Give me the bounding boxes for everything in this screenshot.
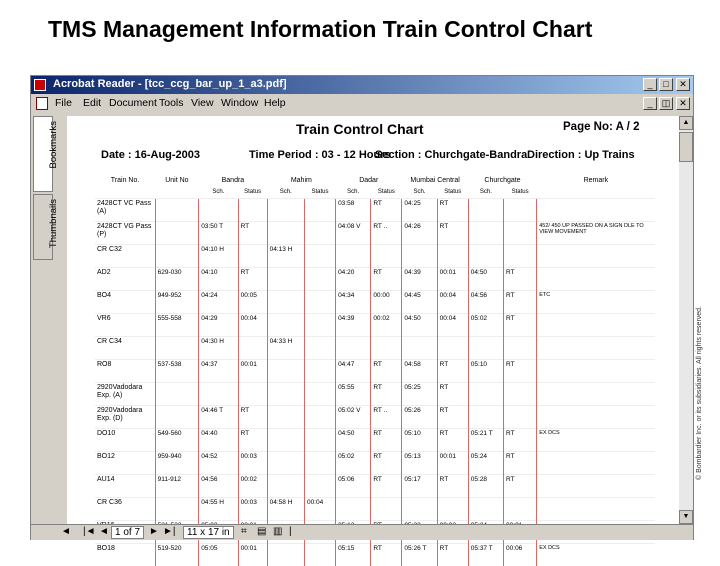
schedule-cell — [468, 405, 503, 428]
table-row — [95, 290, 655, 313]
subheader-blank — [95, 188, 155, 198]
schedule-cell: 04:46 T — [199, 405, 238, 428]
table-row — [95, 244, 655, 267]
remark-cell: ETC — [537, 290, 655, 313]
schedule-cell — [267, 474, 304, 497]
schedule-cell: 05:26 T — [402, 543, 437, 566]
scroll-up-arrow-icon[interactable]: ▲ — [679, 116, 693, 130]
schedule-cell — [267, 267, 304, 290]
status-cell: 00:01 — [437, 267, 468, 290]
menu-bar — [31, 95, 693, 112]
schedule-cell: 04:08 V — [336, 221, 371, 244]
layout-continuous-icon[interactable]: ▤ — [257, 526, 267, 537]
layout-facing-icon[interactable]: ▥ — [273, 526, 283, 537]
table-row — [95, 451, 655, 474]
schedule-cell: 04:50 — [468, 267, 503, 290]
status-cell: RT — [238, 428, 267, 451]
schedule-cell — [267, 382, 304, 405]
menu-tools[interactable]: Tools — [159, 97, 184, 109]
schedule-cell: 05:17 — [402, 474, 437, 497]
schedule-cell — [468, 244, 503, 267]
status-cell: RT — [504, 290, 537, 313]
split-handle-icon[interactable]: | — [289, 526, 292, 537]
schedule-cell: 04:34 — [336, 290, 371, 313]
next-page-icon[interactable]: ► — [149, 526, 159, 537]
menu-edit[interactable]: Edit — [83, 97, 102, 109]
schedule-cell — [468, 336, 503, 359]
train-no-cell: BO12 — [95, 451, 155, 474]
status-cell: RT .. — [371, 221, 402, 244]
status-cell — [304, 451, 335, 474]
remark-cell — [537, 497, 655, 520]
acrobat-window — [30, 75, 694, 552]
window-titlebar[interactable] — [31, 76, 693, 94]
subheader-sch: Sch. — [279, 189, 292, 195]
status-cell — [504, 198, 537, 221]
schedule-cell: 04:55 H — [199, 497, 238, 520]
unit-no-cell — [155, 221, 199, 244]
unit-no-cell: 519-520 — [155, 543, 199, 566]
train-no-cell: 2920Vadodara Exp. (A) — [95, 382, 155, 405]
schedule-cell: 05:26 — [402, 405, 437, 428]
schedule-cell: 04:58 H — [267, 497, 304, 520]
schedule-cell: 05:06 — [336, 474, 371, 497]
status-cell — [304, 474, 335, 497]
status-cell — [238, 244, 267, 267]
status-cell — [437, 497, 468, 520]
schedule-cell: 04:47 — [336, 359, 371, 382]
unit-no-cell: 949-952 — [155, 290, 199, 313]
schedule-cell: 04:29 — [199, 313, 238, 336]
schedule-cell: 04:40 — [199, 428, 238, 451]
train-no-cell: DO10 — [95, 428, 155, 451]
unit-no-cell: 629-030 — [155, 267, 199, 290]
document-icon[interactable] — [36, 97, 48, 110]
schedule-cell: 05:25 — [402, 382, 437, 405]
status-cell — [304, 313, 335, 336]
status-cell: 00:02 — [238, 474, 267, 497]
train-no-cell: RO8 — [95, 359, 155, 382]
subheader-blank — [537, 188, 655, 198]
doc-section: Section : Churchgate-Bandra — [375, 149, 528, 161]
schedule-cell: 03:50 T — [199, 221, 238, 244]
train-no-cell: 2920Vadodara Exp. (D) — [95, 405, 155, 428]
schedule-cell: 04:52 — [199, 451, 238, 474]
table-subheader-row — [95, 188, 655, 198]
status-cell — [504, 244, 537, 267]
status-cell — [371, 336, 402, 359]
schedule-cell: 04:45 — [402, 290, 437, 313]
status-cell: RT — [437, 382, 468, 405]
unit-no-cell — [155, 382, 199, 405]
schedule-cell: 05:55 — [336, 382, 371, 405]
schedule-cell — [267, 221, 304, 244]
unit-no-cell — [155, 497, 199, 520]
menu-view[interactable]: View — [191, 97, 214, 109]
status-cell: 00:04 — [304, 497, 335, 520]
status-cell: RT .. — [371, 405, 402, 428]
doc-date: Date : 16-Aug-2003 — [101, 149, 201, 161]
schedule-cell: 05:05 — [199, 543, 238, 566]
status-cell — [504, 405, 537, 428]
scroll-left-icon[interactable]: ◄ — [61, 526, 71, 537]
remark-cell: 452/ 450 UP PASSED ON A SIGN DLE TO VIEW MOVEMENT — [537, 221, 655, 244]
table-header-row — [95, 176, 655, 188]
unit-no-cell: 537-538 — [155, 359, 199, 382]
table-row — [95, 221, 655, 244]
schedule-cell: 04:39 — [402, 267, 437, 290]
subheader-sch: Sch. — [479, 189, 492, 195]
status-cell: 00:02 — [371, 313, 402, 336]
status-cell: RT — [504, 267, 537, 290]
schedule-cell — [336, 497, 371, 520]
status-cell: RT — [437, 359, 468, 382]
status-cell: 00:03 — [238, 497, 267, 520]
header-remark: Remark — [583, 177, 609, 184]
menu-window[interactable]: Window — [221, 97, 259, 109]
table-row — [95, 382, 655, 405]
status-cell: RT — [238, 405, 267, 428]
remark-cell: EX DCS — [537, 543, 655, 566]
schedule-cell: 05:02 — [468, 313, 503, 336]
doc-minimize-button[interactable]: _ — [643, 97, 657, 110]
status-cell — [504, 336, 537, 359]
status-cell — [504, 382, 537, 405]
first-page-icon[interactable]: |◄ — [83, 526, 96, 537]
header-bandra: Bandra — [221, 177, 245, 184]
status-cell: RT — [504, 359, 537, 382]
subheader-status: Status — [444, 189, 462, 195]
status-cell: RT — [371, 428, 402, 451]
subheader-sch: Sch. — [413, 189, 426, 195]
table-row — [95, 313, 655, 336]
status-cell: RT — [437, 428, 468, 451]
status-cell: RT — [504, 451, 537, 474]
schedule-cell — [267, 428, 304, 451]
schedule-cell: 05:21 T — [468, 428, 503, 451]
table-row — [95, 497, 655, 520]
header-churchgate: Churchgate — [484, 177, 521, 184]
schedule-cell: 05:10 — [402, 428, 437, 451]
schedule-cell: 04:10 — [199, 267, 238, 290]
subheader-sch: Sch. — [212, 189, 225, 195]
table-row — [95, 428, 655, 451]
train-no-cell: VR6 — [95, 313, 155, 336]
doc-direction: Direction : Up Trains — [527, 149, 635, 161]
schedule-cell: 04:58 — [402, 359, 437, 382]
navigation-pane-tabs — [33, 116, 59, 256]
vertical-scrollbar[interactable] — [679, 116, 693, 524]
remark-cell — [537, 244, 655, 267]
schedule-cell: 04:13 H — [267, 244, 304, 267]
layout-single-icon[interactable]: ⌗ — [241, 526, 247, 537]
remark-cell — [537, 474, 655, 497]
schedule-cell: 05:24 — [468, 451, 503, 474]
train-no-cell: BO18 — [95, 543, 155, 566]
status-cell — [304, 543, 335, 566]
remark-cell — [537, 359, 655, 382]
status-cell — [304, 336, 335, 359]
schedule-cell — [199, 198, 238, 221]
schedule-cell — [267, 313, 304, 336]
train-no-cell: BO4 — [95, 290, 155, 313]
close-button[interactable]: ✕ — [676, 78, 690, 91]
remark-cell: EX DCS — [537, 428, 655, 451]
subheader-blank — [155, 188, 199, 198]
status-cell — [437, 244, 468, 267]
schedule-cell: 05:15 — [336, 543, 371, 566]
subheader-status: Status — [244, 189, 262, 195]
unit-no-cell: 555-558 — [155, 313, 199, 336]
status-cell — [238, 336, 267, 359]
status-cell: RT — [371, 267, 402, 290]
schedule-cell: 03:58 — [336, 198, 371, 221]
last-page-icon[interactable]: ►| — [163, 526, 176, 537]
schedule-cell: 04:26 — [402, 221, 437, 244]
status-cell: RT — [371, 382, 402, 405]
schedule-cell: 04:24 — [199, 290, 238, 313]
status-cell: RT — [437, 405, 468, 428]
scroll-thumb[interactable] — [679, 132, 693, 162]
schedule-cell: 05:02 — [336, 451, 371, 474]
schedule-cell: 05:10 — [468, 359, 503, 382]
unit-no-cell: 959-940 — [155, 451, 199, 474]
table-row — [95, 359, 655, 382]
train-no-cell: CR C36 — [95, 497, 155, 520]
unit-no-cell — [155, 198, 199, 221]
doc-title: Train Control Chart — [296, 121, 424, 137]
schedule-cell — [267, 359, 304, 382]
schedule-cell — [336, 336, 371, 359]
header-mahim: Mahim — [290, 177, 312, 184]
status-cell: RT — [371, 359, 402, 382]
table-row — [95, 336, 655, 359]
remark-cell — [537, 198, 655, 221]
header-unit-no: Unit No — [165, 177, 189, 184]
schedule-cell — [402, 336, 437, 359]
unit-no-cell: 911-912 — [155, 474, 199, 497]
schedule-cell: 05:02 V — [336, 405, 371, 428]
status-cell — [304, 267, 335, 290]
header-train-no: Train No. — [110, 177, 140, 184]
table-body — [95, 198, 655, 566]
page-size-display: 11 x 17 in — [183, 526, 234, 539]
status-cell — [371, 497, 402, 520]
subheader-status: Status — [511, 189, 529, 195]
schedule-cell — [267, 405, 304, 428]
tab-thumbnails-label: Thumbnails — [48, 199, 59, 249]
status-cell: 00:01 — [437, 451, 468, 474]
status-cell: RT — [238, 267, 267, 290]
status-cell: RT — [371, 474, 402, 497]
schedule-cell: 05:37 T — [468, 543, 503, 566]
maximize-button[interactable]: □ — [659, 78, 673, 91]
remark-cell — [537, 405, 655, 428]
status-cell: RT — [437, 543, 468, 566]
subheader-status: Status — [311, 189, 329, 195]
train-no-cell: 2428CT VC Pass (A) — [95, 198, 155, 221]
status-cell — [504, 497, 537, 520]
schedule-cell: 04:50 — [402, 313, 437, 336]
schedule-cell — [336, 244, 371, 267]
prev-page-icon[interactable]: ◄ — [99, 526, 109, 537]
table-row — [95, 405, 655, 428]
status-cell — [504, 221, 537, 244]
schedule-cell — [267, 451, 304, 474]
doc-restore-button[interactable]: ◫ — [659, 97, 673, 110]
subheader-status: Status — [377, 189, 395, 195]
train-no-cell: CR C34 — [95, 336, 155, 359]
schedule-cell: 04:20 — [336, 267, 371, 290]
train-no-cell: 2428CT VG Pass (P) — [95, 221, 155, 244]
train-no-cell: AD2 — [95, 267, 155, 290]
status-cell — [238, 382, 267, 405]
table-row — [95, 474, 655, 497]
schedule-cell: 04:25 — [402, 198, 437, 221]
train-no-cell: AU14 — [95, 474, 155, 497]
schedule-cell: 04:50 — [336, 428, 371, 451]
schedule-cell: 04:37 — [199, 359, 238, 382]
schedule-cell: 04:30 H — [199, 336, 238, 359]
subheader-sch: Sch. — [347, 189, 360, 195]
status-cell: 00:00 — [371, 290, 402, 313]
acrobat-app-icon — [34, 79, 46, 91]
header-mumbai-central: Mumbai Central — [410, 177, 460, 184]
status-cell: 00:01 — [238, 543, 267, 566]
unit-no-cell: 549-560 — [155, 428, 199, 451]
header-dadar: Dadar — [359, 177, 379, 184]
doc-page-no: Page No: A / 2 — [563, 121, 640, 133]
doc-time-period: Time Period : 03 - 12 Hours — [249, 149, 391, 161]
table-row — [95, 198, 655, 221]
schedule-cell — [468, 382, 503, 405]
table-row — [95, 267, 655, 290]
status-cell — [304, 428, 335, 451]
status-cell: RT — [371, 451, 402, 474]
status-cell — [304, 198, 335, 221]
tab-bookmarks-label: Bookmarks — [48, 121, 59, 169]
status-cell: RT — [504, 313, 537, 336]
copyright-notice: © Bombardier Inc. or its subsidiaries. All rights reserved. — [696, 305, 703, 480]
minimize-button[interactable]: _ — [643, 78, 657, 91]
status-cell: 00:05 — [238, 290, 267, 313]
status-cell: RT — [504, 474, 537, 497]
status-cell: 00:04 — [437, 290, 468, 313]
schedule-cell: 04:56 — [199, 474, 238, 497]
schedule-cell — [468, 497, 503, 520]
schedule-cell: 04:10 H — [199, 244, 238, 267]
status-cell — [238, 198, 267, 221]
schedule-cell: 04:56 — [468, 290, 503, 313]
schedule-cell — [468, 221, 503, 244]
slide-title: TMS Management Information Train Control Chart — [48, 16, 593, 42]
page-number-field[interactable]: 1 of 7 — [111, 526, 144, 539]
schedule-cell: 04:33 H — [267, 336, 304, 359]
remark-cell — [537, 267, 655, 290]
status-cell — [437, 336, 468, 359]
status-cell: RT — [437, 474, 468, 497]
train-control-table — [95, 176, 655, 566]
status-cell — [371, 244, 402, 267]
status-cell: RT — [437, 198, 468, 221]
status-cell — [304, 405, 335, 428]
remark-cell — [537, 336, 655, 359]
unit-no-cell — [155, 244, 199, 267]
schedule-cell: 05:28 — [468, 474, 503, 497]
schedule-cell — [267, 543, 304, 566]
status-cell: 00:04 — [437, 313, 468, 336]
status-cell: 00:03 — [238, 451, 267, 474]
tab-thumbnails[interactable] — [33, 194, 59, 260]
train-no-cell: CR C32 — [95, 244, 155, 267]
status-cell — [304, 359, 335, 382]
status-cell — [304, 221, 335, 244]
menu-document[interactable]: Document — [109, 97, 157, 109]
tab-bookmarks[interactable] — [33, 116, 59, 192]
remark-cell — [537, 313, 655, 336]
schedule-cell: 05:13 — [402, 451, 437, 474]
schedule-cell — [402, 244, 437, 267]
status-cell — [304, 382, 335, 405]
window-title: Acrobat Reader - [tcc_ccg_bar_up_1_a3.pdf] — [53, 78, 287, 90]
status-cell: RT — [504, 428, 537, 451]
status-cell: RT — [371, 543, 402, 566]
table-row — [95, 543, 655, 566]
status-bar — [31, 524, 693, 540]
schedule-cell — [199, 382, 238, 405]
schedule-cell: 04:39 — [336, 313, 371, 336]
scroll-down-arrow-icon[interactable]: ▼ — [679, 510, 693, 524]
menu-help[interactable]: Help — [264, 97, 286, 109]
remark-cell — [537, 382, 655, 405]
schedule-cell — [267, 290, 304, 313]
status-cell: RT — [371, 198, 402, 221]
doc-close-button[interactable]: ✕ — [676, 97, 690, 110]
schedule-cell — [267, 198, 304, 221]
unit-no-cell — [155, 405, 199, 428]
status-cell: RT — [437, 221, 468, 244]
status-cell: 00:04 — [238, 313, 267, 336]
schedule-cell — [402, 497, 437, 520]
status-cell — [304, 244, 335, 267]
unit-no-cell — [155, 336, 199, 359]
remark-cell — [537, 451, 655, 474]
status-cell: RT — [238, 221, 267, 244]
status-cell: 00:06 — [504, 543, 537, 566]
menu-file[interactable]: File — [55, 97, 72, 109]
schedule-cell — [468, 198, 503, 221]
status-cell: 00:01 — [238, 359, 267, 382]
status-cell — [304, 290, 335, 313]
